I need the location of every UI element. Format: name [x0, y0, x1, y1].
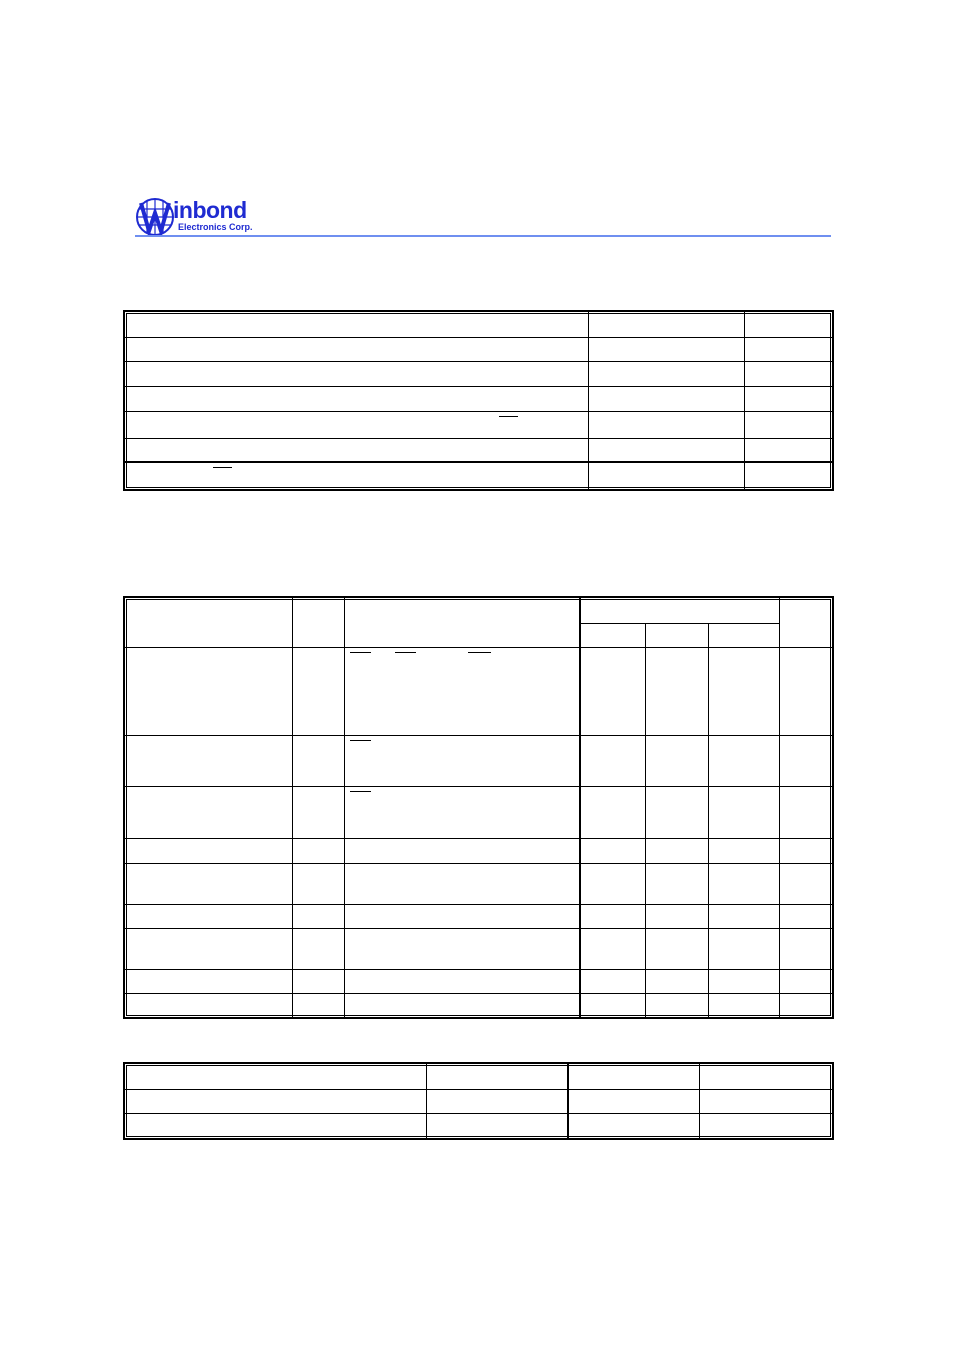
table-3 — [123, 1062, 834, 1140]
table-1-grid — [125, 312, 832, 489]
table-1 — [123, 310, 834, 491]
table-3-grid — [125, 1064, 832, 1138]
table-2 — [123, 596, 834, 1019]
header-divider — [135, 235, 831, 237]
page-header — [135, 195, 831, 239]
brand-subtitle: Electronics Corp. — [178, 222, 253, 232]
table-2-grid — [125, 598, 832, 1017]
winbond-globe-logo-icon — [135, 197, 175, 237]
brand-wordmark: inbond — [173, 197, 247, 223]
